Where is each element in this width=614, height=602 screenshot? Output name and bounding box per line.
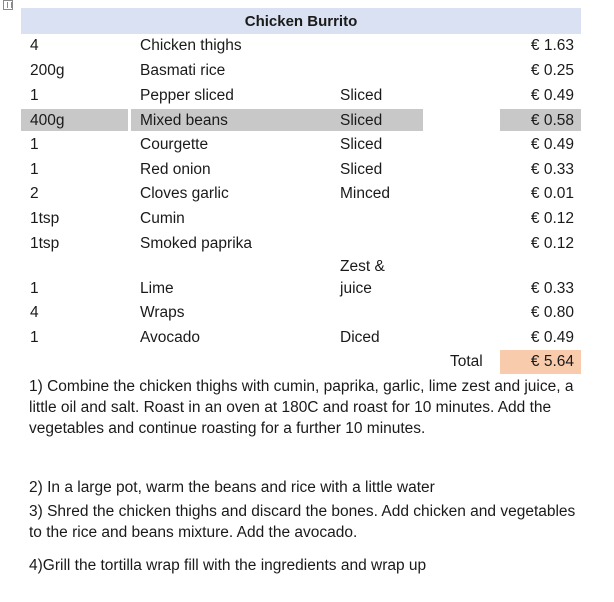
- price-cell: € 0.58: [530, 112, 574, 129]
- instruction-step-2: 2) In a large pot, warm the beans and rice with a little water: [29, 479, 435, 496]
- prep-cell: Diced: [340, 329, 380, 346]
- table-row: [0, 256, 614, 302]
- table-row: [0, 301, 614, 325]
- qty-cell: 1tsp: [30, 210, 60, 227]
- qty-cell: 400g: [30, 112, 65, 129]
- price-cell: € 0.25: [530, 62, 574, 79]
- qty-cell: 1: [30, 161, 39, 178]
- table-row: [0, 59, 614, 83]
- qty-cell: 1: [30, 329, 39, 346]
- qty-cell: 1: [30, 280, 39, 297]
- total-label: Total: [450, 353, 483, 370]
- table-move-handle-icon[interactable]: [3, 0, 13, 10]
- prep-cell: Minced: [340, 185, 390, 202]
- instruction-step-3: 3) Shred the chicken thighs and discard the bones. Add chicken and vegetables to the rice and beans mixture. Add the avocado.: [29, 503, 576, 541]
- qty-cell: 4: [30, 304, 39, 321]
- price-cell: € 0.33: [530, 280, 574, 297]
- item-cell: Mixed beans: [140, 112, 228, 129]
- qty-cell: 4: [30, 37, 39, 54]
- prep-cell: Sliced: [340, 161, 383, 178]
- price-cell: € 0.49: [530, 136, 574, 153]
- qty-cell: 1tsp: [30, 235, 60, 252]
- item-cell: Courgette: [140, 136, 209, 153]
- item-cell: Pepper sliced: [140, 87, 234, 104]
- instruction-step-4: 4)Grill the tortilla wrap fill with the ingredients and wrap up: [29, 557, 427, 574]
- table-row: [0, 182, 614, 206]
- qty-cell: 1: [30, 87, 39, 104]
- price-cell: € 0.49: [530, 329, 574, 346]
- prep-cell: Sliced: [340, 87, 383, 104]
- instruction-step-1: 1) Combine the chicken thighs with cumin, paprika, garlic, lime zest and juice, a little oil and salt. Roast in an oven at 180C and roast for 10 minutes. Add the vegetables and continue roasting for a further 10 minutes.: [29, 378, 574, 437]
- table-row: [0, 34, 614, 58]
- price-cell: € 0.49: [530, 87, 574, 104]
- qty-cell: 2: [30, 185, 39, 202]
- item-cell: Avocado: [140, 329, 201, 346]
- prep-cell: Sliced: [340, 112, 383, 129]
- item-cell: Basmati rice: [140, 62, 226, 79]
- price-cell: € 0.80: [530, 304, 574, 321]
- prep-cell: Sliced: [340, 136, 383, 153]
- item-cell: Lime: [140, 280, 174, 297]
- table-row-selected[interactable]: [0, 109, 614, 133]
- price-cell: € 1.63: [530, 37, 574, 54]
- table-row: [0, 326, 614, 350]
- prep-cell-line2: juice: [340, 280, 372, 297]
- qty-cell: 1: [30, 136, 39, 153]
- item-cell: Chicken thighs: [140, 37, 242, 54]
- recipe-title: Chicken Burrito: [244, 13, 358, 30]
- table-row: [0, 84, 614, 108]
- item-cell: Wraps: [140, 304, 185, 321]
- prep-cell-line1: Zest &: [340, 258, 385, 275]
- item-cell: Smoked paprika: [140, 235, 253, 252]
- price-cell: € 0.12: [530, 210, 574, 227]
- table-row: [0, 133, 614, 157]
- price-cell: € 0.12: [530, 235, 574, 252]
- item-cell: Cloves garlic: [140, 185, 229, 202]
- item-cell: Cumin: [140, 210, 185, 227]
- table-row: [0, 232, 614, 256]
- table-row: [0, 207, 614, 231]
- price-cell: € 0.33: [530, 161, 574, 178]
- qty-cell: 200g: [30, 62, 65, 79]
- table-row: [0, 158, 614, 182]
- price-cell: € 0.01: [530, 185, 574, 202]
- item-cell: Red onion: [140, 161, 211, 178]
- total-value: € 5.64: [530, 353, 574, 370]
